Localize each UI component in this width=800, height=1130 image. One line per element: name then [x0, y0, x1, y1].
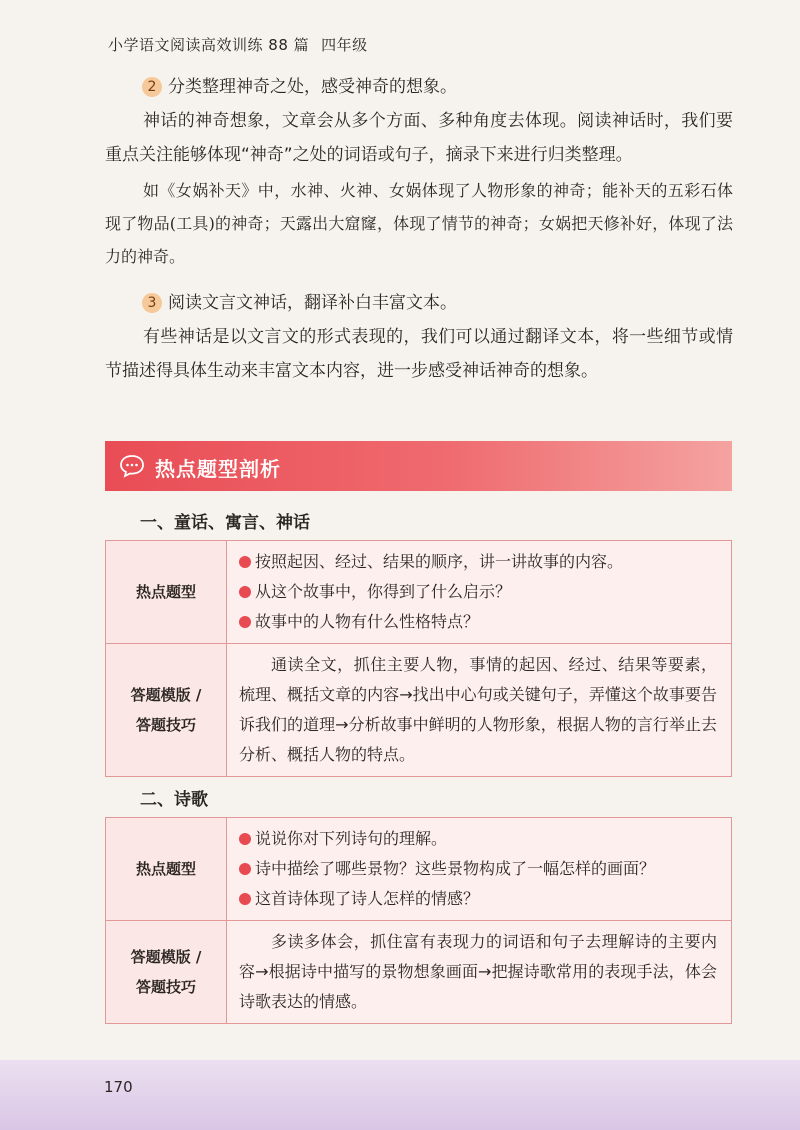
section-2-paragraph-2: 如《女娲补天》中，水神、火神、女娲体现了人物形象的神奇；能补天的五彩石体现了物品(工具)的神奇；天露出大窟窿，体现了情节的神奇；女娲把天修补好，体现了法力的神奇。 — [105, 181, 733, 266]
part-1-technique-label: 答题模版 / 答题技巧 — [106, 644, 227, 777]
part-2-technique-label: 答题模版 / 答题技巧 — [106, 921, 227, 1024]
part-2-technique-row — [106, 921, 732, 1024]
hot-topics-banner — [105, 441, 732, 491]
list-item: 按照起因、经过、结果的顺序，讲一讲故事的内容。 — [239, 547, 717, 577]
list-item: 故事中的人物有什么性格特点？ — [239, 607, 717, 637]
speech-bubble-icon — [119, 454, 145, 478]
part-1-table — [105, 540, 732, 777]
list-item: 诗中描绘了哪些景物？这些景物构成了一幅怎样的画面？ — [239, 854, 717, 884]
section-3-heading — [142, 288, 457, 313]
running-header — [108, 34, 368, 55]
bullet-dot-icon — [239, 833, 251, 845]
part-1-heading: 一、童话、寓言、神话 — [140, 513, 310, 533]
part-1-technique-text: 通读全文，抓住主要人物，事情的起因、经过、结果等要素，梳理、概括文章的内容→找出中心句或关键句子，弄懂这个故事要告诉我们的道理→分析故事中鲜明的人物形象，根据人物的言行举止去分析、概括人物的特点。 — [227, 644, 732, 777]
section-2-paragraph-1: 神话的神奇想象，文章会从多个方面、多种角度去体现。阅读神话时，我们要重点关注能够体现“神奇”之处的词语或句子，摘录下来进行归类整理。 — [105, 111, 733, 165]
part-1-hot-items — [227, 541, 732, 644]
part-1-hot-label: 热点题型 — [106, 541, 227, 644]
part-2-hot-items — [227, 818, 732, 921]
section-3-heading-text: 阅读文言文神话，翻译补白丰富文本。 — [168, 293, 457, 313]
part-2-technique-text: 多读多体会，抓住富有表现力的词语和句子去理解诗的主要内容→根据诗中描写的景物想象画面→把握诗歌常用的表现手法，体会诗歌表达的情感。 — [227, 921, 732, 1024]
bullet-dot-icon — [239, 616, 251, 628]
page-number: 170 — [104, 1078, 133, 1096]
bullet-dot-icon — [239, 863, 251, 875]
book-title: 小学语文阅读高效训练 88 篇 — [108, 36, 310, 54]
section-2-heading-text: 分类整理神奇之处，感受神奇的想象。 — [168, 77, 457, 97]
list-item: 从这个故事中，你得到了什么启示？ — [239, 577, 717, 607]
part-2-heading: 二、诗歌 — [140, 790, 208, 810]
list-item: 说说你对下列诗句的理解。 — [239, 824, 717, 854]
list-item: 这首诗体现了诗人怎样的情感？ — [239, 884, 717, 914]
part-2-hot-label: 热点题型 — [106, 818, 227, 921]
bullet-dot-icon — [239, 893, 251, 905]
section-3-number-badge: 3 — [142, 293, 162, 313]
bullet-dot-icon — [239, 556, 251, 568]
part-1-hot-row — [106, 541, 732, 644]
banner-title: 热点题型剖析 — [155, 457, 281, 481]
section-3-paragraph-1: 有些神话是以文言文的形式表现的，我们可以通过翻译文本，将一些细节或情节描述得具体生动来丰富文本内容，进一步感受神话神奇的想象。 — [105, 327, 733, 381]
part-2-table — [105, 817, 732, 1024]
grade-label: 四年级 — [321, 36, 368, 54]
section-2-number-badge: 2 — [142, 77, 162, 97]
part-1-technique-row — [106, 644, 732, 777]
part-2-hot-row — [106, 818, 732, 921]
section-2-heading — [142, 72, 457, 97]
bullet-dot-icon — [239, 586, 251, 598]
